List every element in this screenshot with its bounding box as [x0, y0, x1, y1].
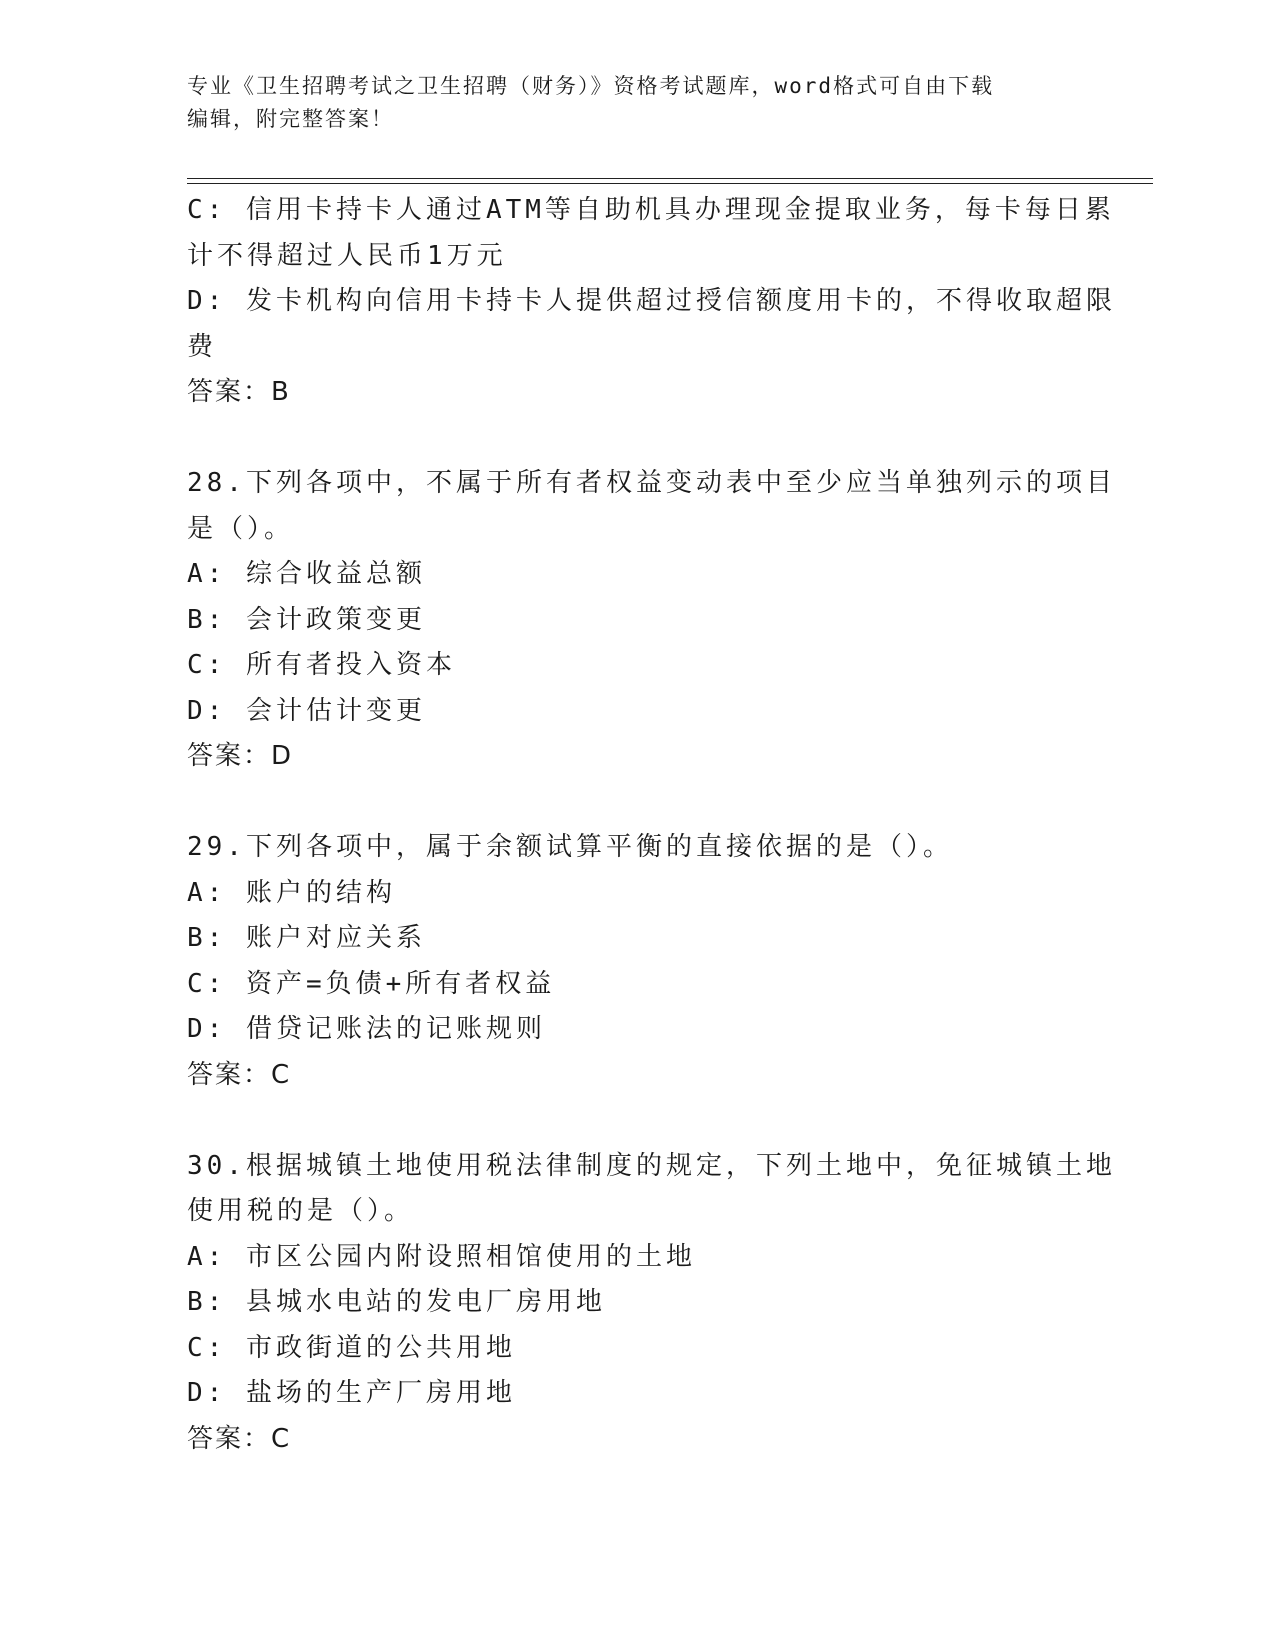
answer-label: 答案：C [187, 1059, 292, 1090]
question-continued [187, 188, 1116, 416]
header-divider-top [187, 178, 1153, 179]
option-c: C: 市政街道的公共用地 [187, 1332, 516, 1363]
question-stem-line-2: 使用税的是（）。 [187, 1196, 415, 1226]
answer-label: 答案：B [187, 377, 291, 407]
option-d: D: 会计估计变更 [187, 695, 426, 726]
spacer [187, 780, 1087, 826]
option-d-line-1: D: 发卡机构向信用卡持卡人提供超过授信额度用卡的，不得收取超限 [187, 286, 1116, 316]
question-stem-line-1: 29.下列各项中，属于余额试算平衡的直接依据的是（）。 [187, 832, 953, 862]
option-d: D: 盐场的生产厂房用地 [187, 1378, 516, 1408]
option-d: D: 借贷记账法的记账规则 [187, 1014, 546, 1044]
option-c-line-1: C: 信用卡持卡人通过ATM等自助机具办理现金提取业务，每卡每日累 [187, 195, 1115, 225]
spacer [187, 1098, 1087, 1144]
header-line-2: 编辑，附完整答案！ [187, 107, 394, 131]
option-b: B: 县城水电站的发电厂房用地 [187, 1287, 606, 1317]
spacer [187, 416, 1087, 462]
answer-label: 答案：C [187, 1423, 292, 1454]
option-c-line-2: 计不得超过人民币1万元 [187, 240, 507, 271]
header-divider-bottom [187, 183, 1153, 184]
option-a: A: 市区公园内附设照相馆使用的土地 [187, 1241, 696, 1272]
option-c: C: 资产=负债+所有者权益 [187, 968, 556, 999]
question-29 [187, 825, 1087, 1098]
header-line-1: 专业《卫生招聘考试之卫生招聘（财务）》资格考试题库，word格式可自由下载 [187, 74, 995, 98]
question-30 [187, 1144, 1116, 1463]
question-28 [187, 461, 1116, 780]
question-stem-line-1: 28.下列各项中，不属于所有者权益变动表中至少应当单独列示的项目 [187, 468, 1116, 498]
option-b: B: 账户对应关系 [187, 923, 426, 953]
option-a: A: 综合收益总额 [187, 559, 426, 589]
document-header [187, 70, 1087, 136]
option-b: B: 会计政策变更 [187, 604, 426, 635]
answer-label: 答案：D [187, 741, 294, 771]
option-a: A: 账户的结构 [187, 877, 396, 908]
question-stem-line-2: 是（）。 [187, 513, 295, 544]
question-stem-line-1: 30.根据城镇土地使用税法律制度的规定，下列土地中，免征城镇土地 [187, 1150, 1116, 1181]
option-c: C: 所有者投入资本 [187, 650, 456, 680]
question-list [187, 188, 1116, 1462]
option-d-line-2: 费 [187, 331, 218, 362]
